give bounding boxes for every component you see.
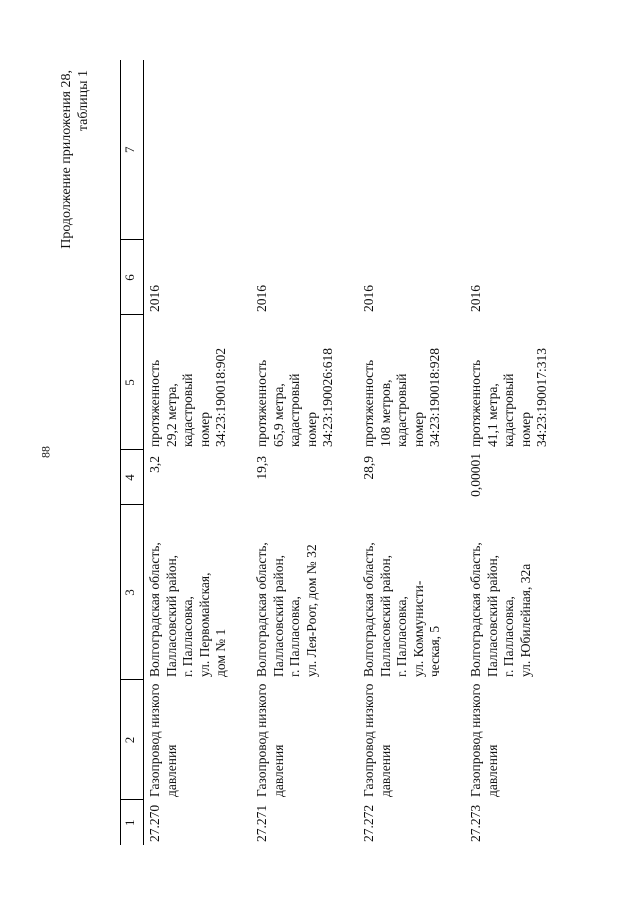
characteristics-line: 34:23:190018:928 [427,347,442,447]
object-col7 [251,60,358,240]
address-line: Волгоградская область, [254,542,269,677]
characteristics-line: кадастровый [394,373,409,447]
address-line: Волгоградская область, [147,542,162,677]
object-name: Газопровод низкого давления [468,683,500,797]
object-name: Газопровод низкого давления [147,683,179,797]
object-col7 [144,60,252,240]
object-characteristics [358,315,465,450]
characteristics-line: номер [303,411,319,447]
object-address [465,505,572,680]
row-number: 27.271 [254,804,269,842]
property-register-table [120,60,572,845]
object-characteristics [465,315,572,450]
address-line: г. Палласовка, [501,596,516,677]
characteristics-line: 108 метров, [377,379,393,447]
object-characteristics [144,315,252,450]
address-line: Палласовский район, [484,554,500,677]
address-line: ческая, 5 [427,625,442,677]
row-number: 27.273 [468,804,483,842]
address-line: ул. Лея-Роот, дом № 32 [303,544,319,677]
characteristics-line: номер [196,411,212,447]
column-number: 1 [121,800,144,845]
table-row [358,60,465,845]
object-name: Газопровод низкого давления [254,683,286,797]
column-number: 7 [121,60,144,240]
object-value: 0,00001 [468,453,483,497]
object-address [144,505,252,680]
characteristics-line: 34:23:190017:313 [534,347,549,447]
address-line: Волгоградская область, [361,542,376,677]
address-line: г. Палласовка, [287,596,302,677]
row-number: 27.272 [361,804,376,842]
table-row [144,60,252,845]
address-line: ул. Юбилейная, 32а [517,563,533,677]
object-col7 [465,60,572,240]
characteristics-line: номер [517,411,533,447]
object-address [358,505,465,680]
characteristics-line: кадастровый [180,373,195,447]
characteristics-line: 34:23:190026:618 [320,347,335,447]
characteristics-line: кадастровый [501,373,516,447]
object-characteristics [251,315,358,450]
characteristics-line: протяженность [468,359,483,447]
page-number-text: 88 [38,446,53,458]
caption-line-2: таблицы 1 [76,70,91,132]
address-line: г. Палласовка, [394,596,409,677]
object-value: 3,2 [147,456,162,473]
address-line: дом № 1 [213,628,228,677]
address-line: Палласовский район, [377,554,393,677]
address-line: ул. Первомайская, [196,572,212,677]
object-year: 2016 [147,285,162,312]
characteristics-line: 34:23:190018:902 [213,347,228,447]
characteristics-line: 65,9 метра, [270,383,286,447]
characteristics-line: номер [410,411,426,447]
column-number-row [121,60,144,845]
rotated-page-content [59,55,549,845]
object-value: 19,3 [254,456,269,480]
characteristics-line: кадастровый [287,373,302,447]
address-line: г. Палласовка, [180,596,195,677]
characteristics-line: 29,2 метра, [163,383,179,447]
row-number: 27.270 [147,804,162,842]
table-caption [58,70,92,390]
address-line: Палласовский район, [270,554,286,677]
characteristics-line: протяженность [147,359,162,447]
address-line: ул. Коммунисти- [410,580,426,677]
column-number: 6 [121,240,144,315]
object-year: 2016 [468,285,483,312]
object-value: 28,9 [361,456,376,480]
table-row [465,60,572,845]
caption-line-1: Продолжение приложения 28, [59,70,74,249]
address-line: Волгоградская область, [468,542,483,677]
object-year: 2016 [254,285,269,312]
column-number: 5 [121,315,144,450]
object-name: Газопровод низкого давления [361,683,393,797]
address-line: Палласовский район, [163,554,179,677]
characteristics-line: 41,1 метра, [484,383,500,447]
table-row [251,60,358,845]
object-col7 [358,60,465,240]
characteristics-line: протяженность [254,359,269,447]
column-number: 4 [121,450,144,505]
column-number: 2 [121,680,144,800]
object-year: 2016 [361,285,376,312]
object-address [251,505,358,680]
characteristics-line: протяженность [361,359,376,447]
column-number: 3 [121,505,144,680]
